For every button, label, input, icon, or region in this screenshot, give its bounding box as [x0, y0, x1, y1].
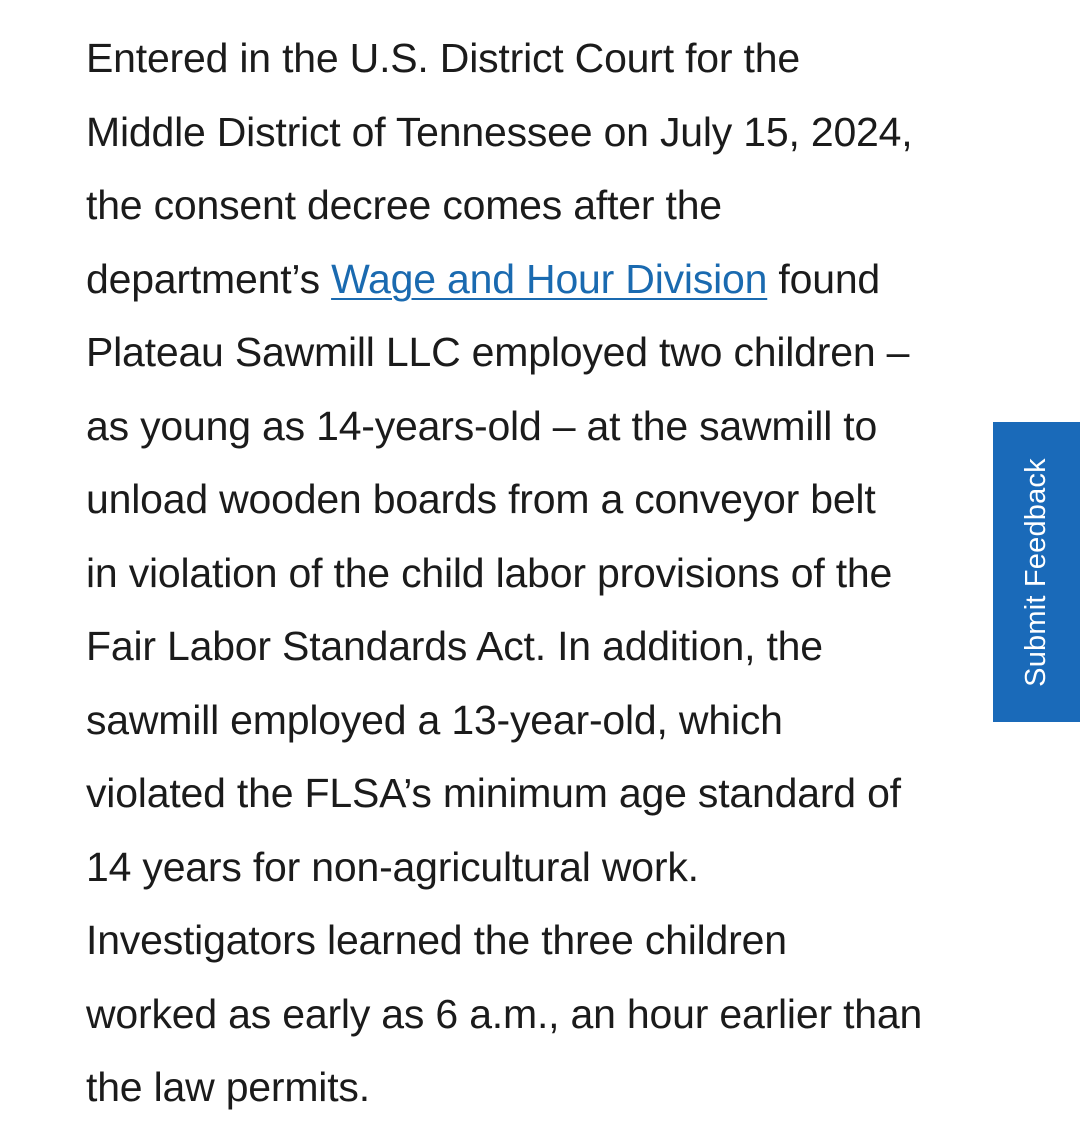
article-body [86, 22, 1006, 1125]
article-text: found [767, 255, 881, 302]
article-line: violated the FLSA’s minimum age standard of [86, 770, 901, 816]
article-line: sawmill employed a 13-year-old, which [86, 696, 783, 743]
article-line: Investigators learned the three children [86, 917, 787, 963]
article-line: Middle District of Tennessee on July 15, 2024, [86, 108, 913, 155]
article-line: 14 years for non-agricultural work. [86, 843, 699, 890]
article-line: unload wooden boards from a conveyor belt [86, 476, 876, 522]
article-line: in violation of the child labor provisions of the [86, 549, 893, 596]
article-line: Fair Labor Standards Act. In addition, the [86, 623, 823, 669]
article-line: as young as 14-years-old – at the sawmill to [86, 402, 878, 449]
article-line: worked as early as 6 a.m., an hour earlier than [86, 990, 923, 1037]
submit-feedback-label: Submit Feedback [1020, 457, 1053, 687]
article-line: the law permits. [86, 1064, 370, 1110]
submit-feedback-button[interactable] [993, 422, 1080, 722]
article-line: the consent decree comes after the [86, 182, 722, 228]
article-text: department’s [86, 255, 332, 302]
article-line: Plateau Sawmill LLC employed two children – [86, 329, 910, 375]
wage-and-hour-division-link[interactable]: Wage and Hour Division [331, 255, 768, 302]
article-line-with-link [86, 243, 1006, 317]
article-line: Entered in the U.S. District Court for the [86, 35, 800, 81]
